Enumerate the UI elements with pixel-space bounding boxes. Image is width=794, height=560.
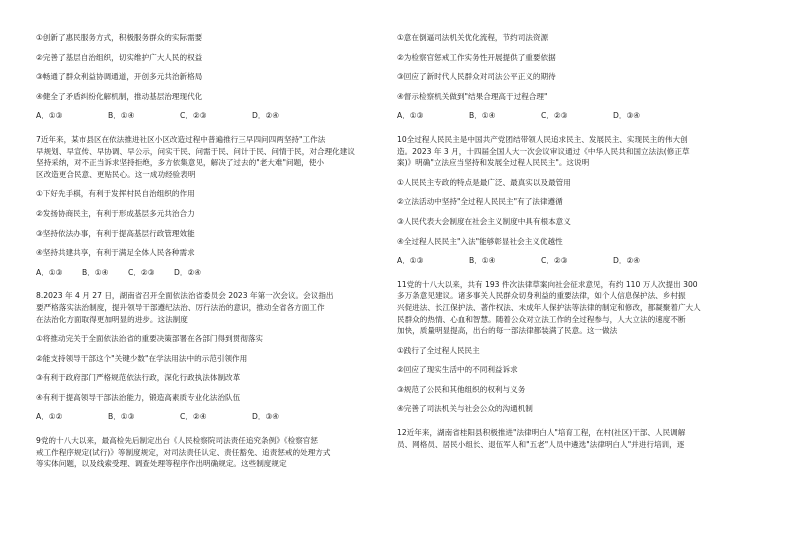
question-stem-line: 案)》明确"立法应当坚持和发展全过程人民民主"。这说明	[397, 158, 590, 168]
option-line: ②立法活动中坚持"全过程人民民主"有了法律遵循	[397, 197, 563, 207]
answer-row	[397, 255, 761, 267]
question-stem-line: 坚持采纳，对不正当诉求坚持拒绝，多方依集意见，解决了过去的"老大难"问题，使小	[36, 158, 324, 168]
option-line: ④完善了司法机关与社会公众的沟通机制	[397, 404, 533, 414]
answer-choice: C．②③	[541, 256, 568, 266]
option-line: ③规范了公民和其他组织的权利与义务	[397, 384, 526, 394]
answer-choice: B．①④	[469, 111, 496, 121]
question-stem-line: 员、网格员、居民小组长、退伍军人和"五老"人员中遴选"法律明白人"并进行培训，逐	[397, 439, 685, 449]
answer-row	[397, 110, 761, 122]
question-stem-line: 多万条意见建议。诸多事关人民群众切身利益的重要法律，如个人信息保护法、乡村振	[397, 291, 686, 301]
question-stem-line: 等实体问题，以及线索受理、调查处理等程序作出明确规定。这些制度规定	[36, 459, 287, 469]
answer-choice: D．③④	[613, 111, 641, 121]
answer-choice: D．③④	[252, 412, 280, 422]
option-line: ①将推动完关于全面依法治省的重要决策部署在各部门得到贯彻落实	[36, 334, 264, 344]
option-line: ④全过程人民民主"入法"能够彰显社会主义优越性	[397, 236, 563, 246]
answer-choice: C．②③	[541, 111, 568, 121]
left-column	[36, 32, 400, 470]
question-stem-line: 早规划、早宣传、早协调、早公示，问实干民、问需于民、问计于民、问情于民，对合理化建议	[36, 146, 355, 156]
question-stem-line: 民群众的热情、心血和智慧。随着公众对立法工作的全过程参与，人大立法的速度不断	[397, 314, 686, 324]
option-line: ②完善了基层自治组织，切实维护广大人民的权益	[36, 52, 203, 62]
question-stem-line: 8.2023 年 4 月 27 日，湖南省召开全面依法治省委员会 2023 年第一次会议。会议指出	[36, 291, 334, 301]
answer-choice: B．①③	[108, 412, 135, 422]
question-stem-line: 造。2023 年 3 月，十四届全国人大一次会议审议通过《中华人民共和国立法法(修正草	[397, 146, 690, 156]
question-11	[397, 279, 761, 415]
question-stem-line: 区改造更合民意、更贴民心。这一成功经验表明	[36, 169, 196, 179]
option-line: ①下好先手棋，有利于发挥村民自治组织的作用	[36, 189, 195, 199]
option-line: ③有利于政府部门严格规范依法行政，深化行政执法体制改革	[36, 373, 241, 383]
option-line: ④坚持共建共享，有利于满足全体人民各种需求	[36, 248, 195, 258]
answer-choice: C．②④	[180, 412, 207, 422]
question-stem-line: 10全过程人民民主是中国共产党团结带领人民追求民主、发展民主、实现民主的伟大创	[397, 134, 688, 144]
option-line: ①践行了全过程人民民主	[397, 345, 480, 355]
option-line: ③人民代表大会制度在社会主义制度中具有根本意义	[397, 216, 571, 226]
question-8	[36, 290, 400, 423]
right-column	[397, 32, 761, 450]
answer-choice: D．②④	[252, 111, 280, 121]
option-line: ②发扬协商民主，有利于形成基层多元共治合力	[36, 208, 195, 218]
question-stem-line: 在法治化方面取得更加明显的进步。这法制度	[36, 314, 188, 324]
question-stem-line: 9党的十八大以来，最高检先后制定出台《人民检察院司法责任追究条例》《检察官惩	[36, 436, 318, 446]
question-stem-line: 7近年来，某市县区在依法推进社区小区改造过程中普遍推行三早四问四两坚持"工作法	[36, 134, 326, 144]
answer-choice: D．②④	[174, 267, 202, 277]
q9-options	[397, 32, 761, 122]
question-stem-line: 兴促进法、长江保护法、著作权法、未成年人保护法等法律的制定和修改，都凝聚着广大人	[397, 302, 701, 312]
answer-choice: B．①④	[469, 256, 496, 266]
answer-choice: A．①③	[397, 256, 424, 266]
answer-choice: A．①②	[36, 412, 63, 422]
option-line: ②回应了现实生活中的不同利益诉求	[397, 365, 518, 375]
answer-row	[36, 411, 400, 423]
question-stem-line: 加快，质量明显提高，出台的每一部法律都装满了民意。这一做法	[397, 326, 618, 336]
option-line: ①意在倒逼司法机关优化流程，节约司法资源	[397, 33, 549, 42]
answer-choice: C．②③	[128, 267, 155, 277]
question-stem-line: 11党的十八大以来，共有 193 件次法律草案向社会征求意见，有约 110 万人次提出 300	[397, 279, 698, 289]
option-line: ①人民民主专政的特点是最广泛、最真实以及最管用	[397, 177, 571, 187]
option-line: ③回应了新时代人民群众对司法公平正义的期待	[397, 72, 556, 82]
option-line: ③坚持依法办事，有利于提高基层行政管理效能	[36, 228, 195, 238]
answer-row	[36, 267, 400, 279]
option-line: ③畅通了群众利益协调通道，开创多元共治新格局	[36, 72, 203, 82]
answer-choice: C．②③	[180, 111, 207, 121]
option-line: ①创新了惠民服务方式，积极服务群众的实际需要	[36, 33, 203, 42]
question-stem-line: 12近年来，湖南省桂阳县积极推进"法律明白人"培育工程，在村(社区)干部、人民调解	[397, 428, 686, 438]
option-line: ④有利于提高领导干部法治能力，锻造高素质专业化法治队伍	[36, 392, 241, 402]
option-line: ④督示检察机关做到"结果合理高于过程合理"	[397, 91, 548, 101]
question-7	[36, 134, 400, 278]
option-line: ②能支持领导干部这个"关键少数"在学法用法中的示范引领作用	[36, 353, 248, 363]
option-line: ④健全了矛盾纠纷化解机制，推动基层治理现代化	[36, 91, 203, 101]
question-9-stem	[36, 435, 400, 470]
answer-choice: A．①③	[36, 267, 63, 277]
answer-choice: A．①③	[36, 111, 63, 121]
answer-choice: A．①③	[397, 111, 424, 121]
question-10	[397, 134, 761, 267]
question-stem-line: 戒工作程序规定(试行)》等制度规定，对司法责任认定、责任豁免、追责惩戒的处理方式	[36, 447, 331, 457]
question-12-stem	[397, 427, 761, 450]
option-line: ②为检察官惩戒工作实务性开展提供了重要依据	[397, 52, 556, 62]
answer-choice: D．②④	[613, 256, 641, 266]
question-stem-line: 要严格落实法治制度，提升领导干部遵纪法治、厉行法治的意识，推动全省各方面工作	[36, 302, 325, 312]
answer-row	[36, 110, 400, 122]
answer-choice: B．①④	[108, 111, 135, 121]
q6-options	[36, 32, 400, 122]
answer-choice: B．①④	[82, 267, 109, 277]
